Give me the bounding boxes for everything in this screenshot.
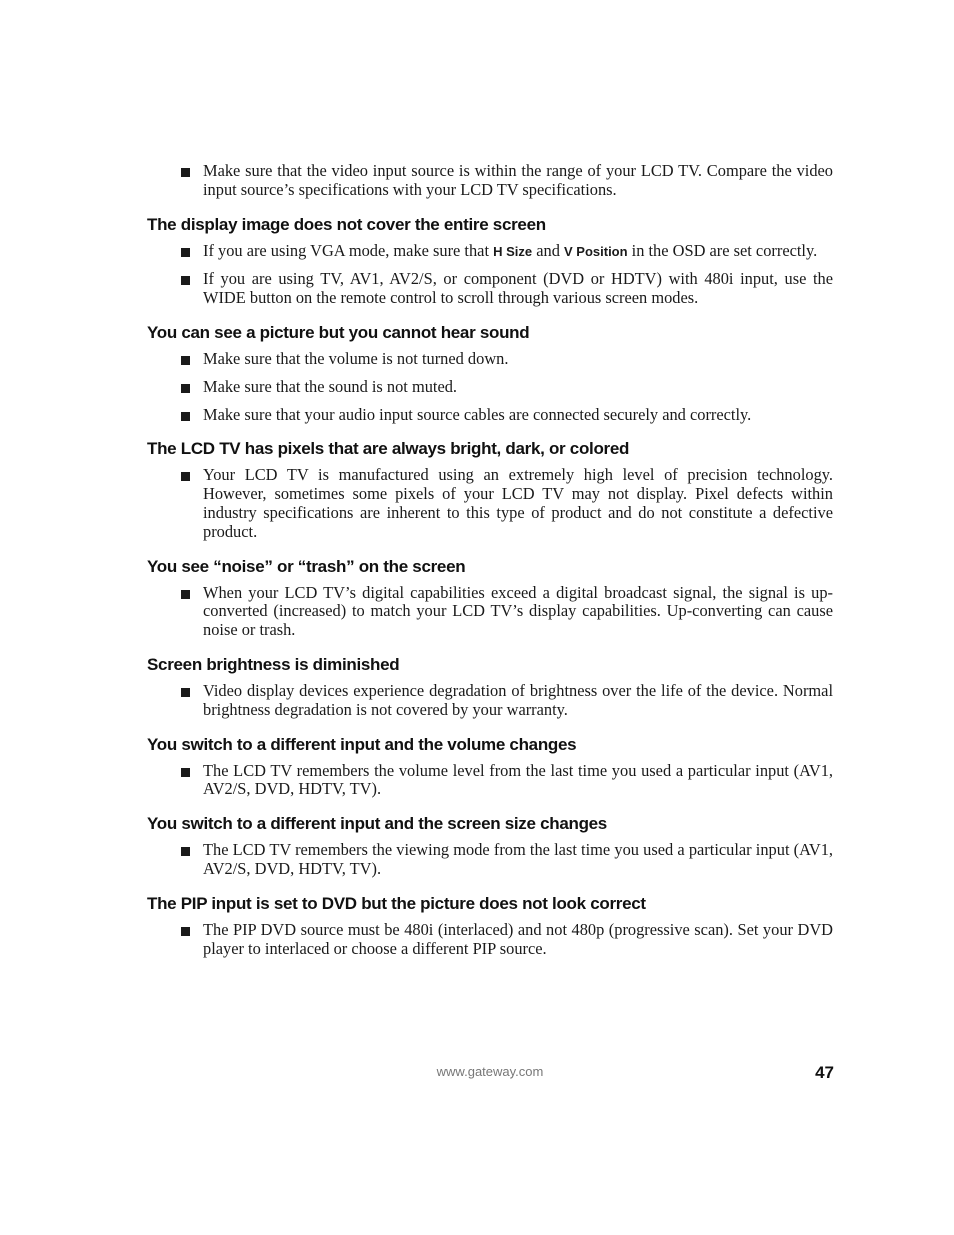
square-bullet-icon (181, 168, 190, 177)
square-bullet-icon (181, 927, 190, 936)
list-item: Make sure that your audio input source cables are connected securely and correctly. (147, 406, 833, 425)
page-number: 47 (815, 1063, 834, 1082)
section-heading-volume-changes: You switch to a different input and the volume changes (147, 734, 577, 754)
list-item: Video display devices experience degradation of brightness over the life of the device. Normal brightness degradation is not covered by your warranty. (147, 682, 833, 720)
section-heading-pip-dvd: The PIP input is set to DVD but the picture does not look correct (147, 893, 646, 913)
list-item: The LCD TV remembers the volume level from the last time you used a particular input (AV1, AV2/S, DVD, HDTV, TV). (147, 762, 833, 800)
list-item: The LCD TV remembers the viewing mode from the last time you used a particular input (AV1, AV2/S, DVD, HDTV, TV). (147, 841, 833, 879)
square-bullet-icon (181, 590, 190, 599)
footer-url: www.gateway.com (436, 1064, 544, 1079)
square-bullet-icon (181, 384, 190, 393)
list-item: Make sure that the volume is not turned down. (147, 350, 833, 369)
square-bullet-icon (181, 472, 190, 481)
section-heading-screen-size-changes: You switch to a different input and the screen size changes (147, 814, 607, 834)
osd-label-h-size: H Size (493, 243, 533, 259)
list-item: Make sure that the video input source is within the range of your LCD TV. Compare the video input source’s specifications with your LCD TV specifications. (147, 162, 833, 200)
square-bullet-icon (181, 356, 190, 365)
list-item: The PIP DVD source must be 480i (interlaced) and not 480p (progressive scan). Set your DVD player to interlaced or choose a different PIP source. (147, 921, 833, 959)
square-bullet-icon (181, 688, 190, 697)
square-bullet-icon (181, 248, 190, 257)
document-body (147, 162, 833, 967)
section-heading-noise: You see “noise” or “trash” on the screen (147, 556, 466, 576)
section-heading-pixels: The LCD TV has pixels that are always bright, dark, or colored (147, 439, 630, 459)
square-bullet-icon (181, 768, 190, 777)
square-bullet-icon (181, 276, 190, 285)
section-heading-display-image: The display image does not cover the entire screen (147, 214, 546, 234)
list-item: If you are using TV, AV1, AV2/S, or component (DVD or HDTV) with 480i input, use the WIDE button on the remote control to scroll through various screen modes. (147, 270, 833, 308)
section-heading-brightness: Screen brightness is diminished (147, 654, 400, 674)
list-item: When your LCD TV’s digital capabilities exceed a digital broadcast signal, the signal is up-converted (increased) to match your LCD TV’s display capabilities. Up-converting can cause noise or trash. (147, 584, 833, 640)
list-item: If you are using VGA mode, make sure that H Size and V Position in the OSD are set correctly. (147, 242, 833, 262)
section-heading-no-sound: You can see a picture but you cannot hear sound (147, 322, 530, 342)
square-bullet-icon (181, 847, 190, 856)
osd-label-v-position: V Position (564, 243, 628, 259)
list-item: Make sure that the sound is not muted. (147, 378, 833, 397)
square-bullet-icon (181, 412, 190, 421)
list-item: Your LCD TV is manufactured using an extremely high level of precision technology. However, sometimes some pixels of your LCD TV may not display. Pixel defects within industry specifications are inherent to this type of product and do not constitute a defective product. (147, 466, 833, 541)
